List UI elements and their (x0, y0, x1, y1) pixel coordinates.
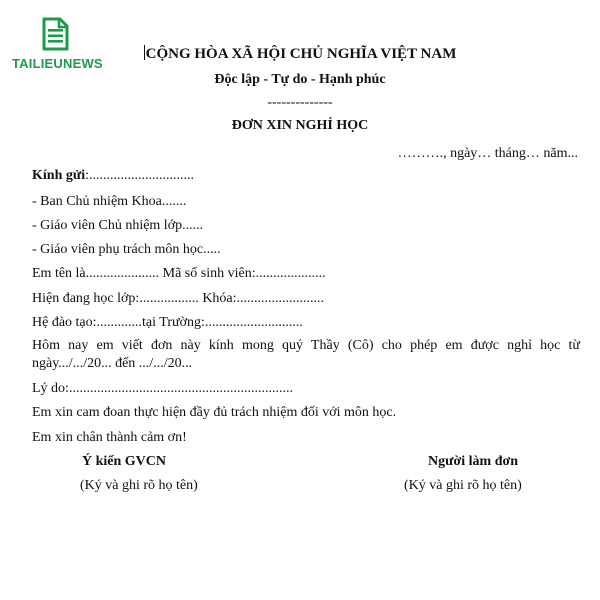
national-title: CỘNG HÒA XÃ HỘI CHỦ NGHĨA VIỆT NAM (145, 46, 457, 62)
teacher-opinion-title: Ý kiến GVCN (82, 454, 167, 469)
recipient-item: - Giáo viên phụ trách môn học..... (32, 242, 221, 257)
logo-text: TAILIEUNEWS (12, 56, 103, 71)
recipient-item: - Giáo viên Chủ nhiệm lớp...... (32, 218, 204, 233)
date-line: ………., ngày… tháng… năm... (397, 146, 578, 161)
separator: -------------- (267, 95, 333, 110)
request-paragraph: Hôm nay em viết đơn này kính mong quý Thầy (Cô) cho phép em được nghỉ học từ ngày.../.../20... đến .../.../20... (32, 338, 580, 371)
recipient-line (32, 168, 194, 184)
recipient-label: Kính gửi (32, 168, 86, 183)
applicant-title: Người làm đơn (428, 454, 519, 469)
class-field-line: Hiện đang học lớp:................. Khóa:......................... (32, 291, 325, 306)
recipient-dots: :.............................. (85, 168, 195, 183)
reason-line: Lý do:................................................................ (32, 381, 293, 396)
recipient-item: - Ban Chủ nhiệm Khoa....... (32, 194, 187, 209)
document-title: ĐƠN XIN NGHỈ HỌC (231, 118, 369, 133)
name-field-line: Em tên là..................... Mã số sinh viên:.................... (32, 266, 326, 281)
applicant-sign-note: (Ký và ghi rõ họ tên) (404, 478, 522, 493)
training-field-line: Hệ đào tạo:.............tại Trường:............................ (32, 315, 303, 330)
thanks-line: Em xin chân thành cảm ơn! (32, 430, 187, 445)
teacher-sign-note: (Ký và ghi rõ họ tên) (80, 478, 198, 493)
commitment-line: Em xin cam đoan thực hiện đầy đủ trách nhiệm đối với môn học. (32, 405, 397, 420)
text-cursor (144, 45, 145, 60)
motto: Độc lập - Tự do - Hạnh phúc (214, 72, 386, 87)
